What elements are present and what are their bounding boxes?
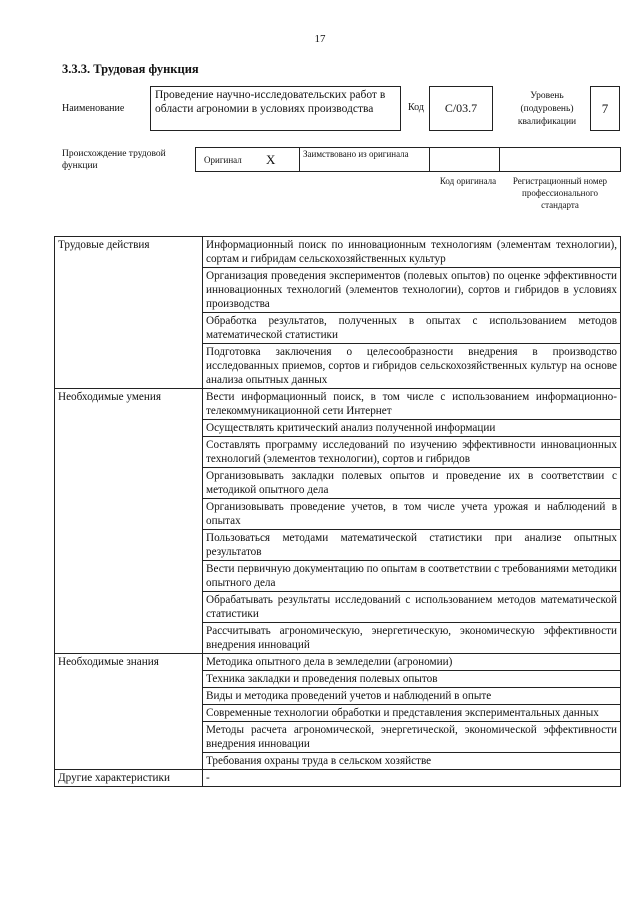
table-row [55,654,621,671]
section-item: Обрабатывать результаты исследований с использованием методов математической статистики [203,592,621,623]
table-row [55,389,621,420]
section-heading: Другие характеристики [55,770,203,787]
page-number: 17 [314,33,326,45]
section-item: Осуществлять критический анализ полученной информации [203,420,621,437]
section-item: - [203,770,621,787]
original-mark: X [266,152,276,167]
section-item: Пользоваться методами математической статистики при анализе опытных результатов [203,530,621,561]
section-item: Информационный поиск по инновационным технологиям (элементам технологии), сортам и гибридам сельскохозяйственных культур [203,237,621,268]
section-item: Методика опытного дела в земледелии (агрономии) [203,654,621,671]
function-name-box: Проведение научно-исследовательских работ в области агрономии в условиях производства [150,86,401,131]
original-cell [196,148,300,171]
function-code-box: С/03.7 [429,86,493,131]
section-item: Организовывать проведение учетов, в том числе учета урожая и наблюдений в опытах [203,499,621,530]
section-item: Подготовка заключения о целесообразности внедрения в производство исследованных приемов, сортов и гибридов сельскохозяйственных культур на основе анализа опытных данных [203,344,621,389]
reg-number-caption: Регистрационный номер профессионального стандарта [512,176,608,210]
function-details-table [54,236,621,787]
origin-table [195,147,621,172]
section-item: Рассчитывать агрономическую, энергетическую, экономическую эффективности внедрения инноваций [203,623,621,654]
code-label: Код [408,102,424,113]
code-original-caption: Код оригинала [439,176,497,186]
section-item: Требования охраны труда в сельском хозяйстве [203,753,621,770]
section-item: Современные технологии обработки и представления экспериментальных данных [203,705,621,722]
table-row [55,770,621,787]
section-title: 3.3.3. Трудовая функция [62,62,199,76]
section-item: Обработка результатов, полученных в опытах с использованием методов математической статистики [203,313,621,344]
borrowed-label: Заимствовано из оригинала [303,149,409,159]
section-item: Вести информационный поиск, в том числе с использованием информационно-телекоммуникационной сети Интернет [203,389,621,420]
section-item: Организовывать закладки полевых опытов и проведение их в соответствии с методикой опытного дела [203,468,621,499]
section-heading: Необходимые умения [55,389,203,654]
level-label: Уровень (подуровень) квалификации [517,91,577,127]
section-item: Вести первичную документацию по опытам в соответствии с требованиями методики опытного дела [203,561,621,592]
origin-label: Происхождение трудовой функции [62,149,166,171]
original-label: Оригинал [204,155,242,165]
code-original-cell [430,148,500,171]
section-item: Виды и методика проведений учетов и наблюдений в опыте [203,688,621,705]
borrowed-cell [300,148,430,171]
level-box: 7 [590,86,620,131]
section-item: Методы расчета агрономической, энергетической, экономической эффективности внедрения инновации [203,722,621,753]
section-item: Техника закладки и проведения полевых опытов [203,671,621,688]
section-item: Составлять программу исследований по изучению эффективности инновационных технологий (элементов технологии), сортов и гибридов [203,437,621,468]
section-heading: Необходимые знания [55,654,203,770]
section-heading: Трудовые действия [55,237,203,389]
name-label: Наименование [62,103,125,114]
table-row [55,237,621,268]
section-item: Организация проведения экспериментов (полевых опытов) по оценке эффективности инновационных технологий (элементов технологии), сортов и гибридов в условиях производства [203,268,621,313]
